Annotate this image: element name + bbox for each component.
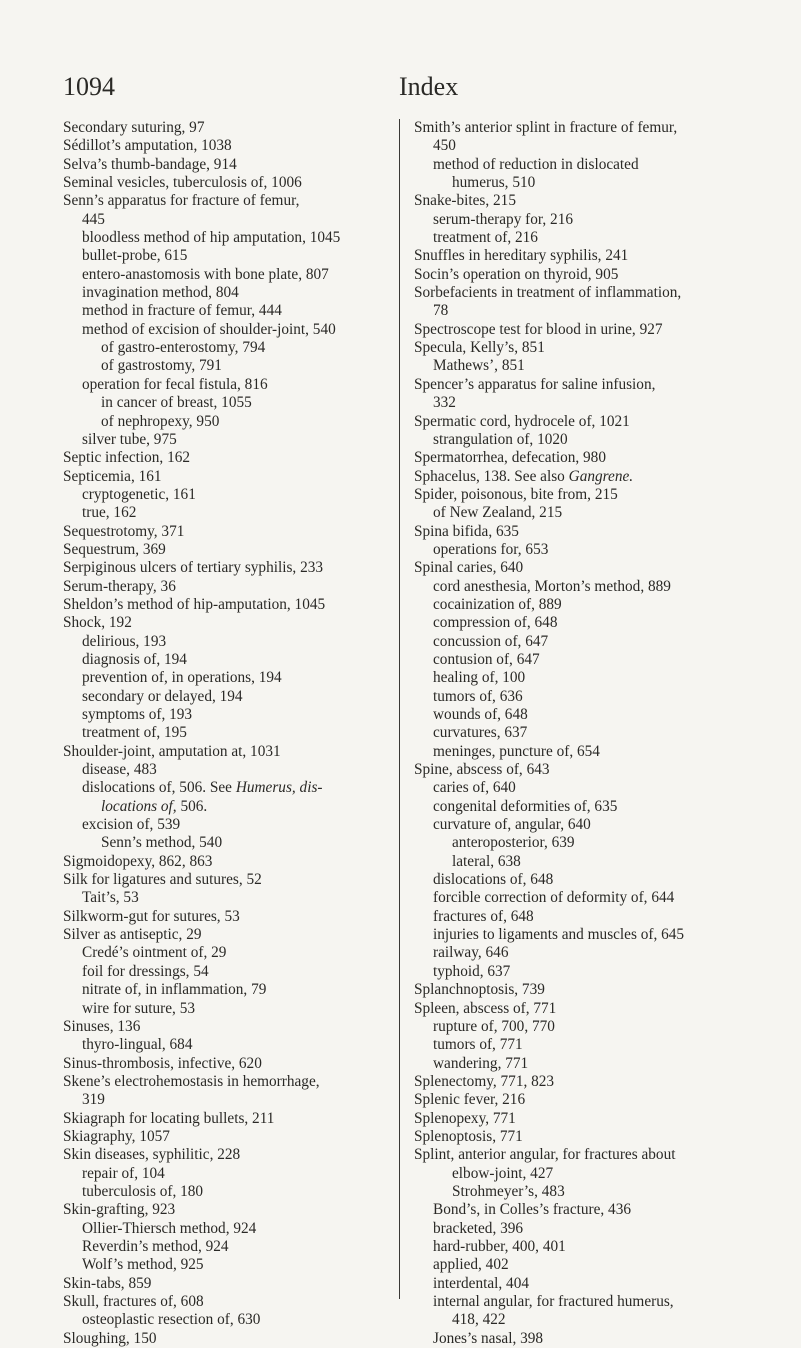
index-entry-text: Silk for ligatures and sutures, 52: [63, 871, 262, 889]
index-entry-text: Spermatic cord, hydrocele of, 1021: [414, 412, 630, 430]
index-entry-text: wire for suture, 53: [82, 999, 195, 1017]
index-entry-text: Tait’s, 53: [82, 889, 139, 907]
index-entry-text: Snuffles in hereditary syphilis, 241: [414, 247, 629, 265]
index-entry: [63, 651, 385, 669]
index-entry: [414, 1055, 744, 1073]
index-entry-text: Strohmeyer’s, 483: [452, 1182, 565, 1200]
index-entry-text: Socin’s operation on thyroid, 905: [414, 265, 619, 283]
index-entry-text: Spencer’s apparatus for saline infusion,: [414, 375, 656, 393]
index-entry-text: hard-rubber, 400, 401: [433, 1237, 566, 1255]
index-entry-text: lateral, 638: [452, 852, 521, 870]
index-entry: [63, 1036, 385, 1054]
index-entry: [414, 596, 744, 614]
index-entry-text: 332: [433, 394, 456, 412]
index-entry: [414, 1000, 744, 1018]
index-entry: [63, 853, 385, 871]
index-entry: [63, 449, 385, 467]
index-entry: [63, 1311, 385, 1329]
index-entry: [63, 1220, 385, 1238]
index-entry-text: 445: [82, 210, 105, 228]
index-entry-text: Smith’s anterior splint in fracture of femur,: [414, 119, 678, 136]
index-entry-text: of New Zealand, 215: [433, 504, 563, 522]
index-entry-text: Spina bifida, 635: [414, 522, 519, 540]
index-entry: [414, 1330, 744, 1348]
index-entry-text: of gastrostomy, 791: [101, 357, 222, 375]
index-entry-text: Sheldon’s method of hip-amputation, 1045: [63, 595, 326, 613]
index-entry-text: Spectroscope test for blood in urine, 927: [414, 320, 663, 338]
index-entry-text: railway, 646: [433, 944, 509, 962]
index-entry: [414, 192, 744, 210]
index-entry: [414, 1018, 744, 1036]
index-entry-text: Mathews’, 851: [433, 357, 525, 375]
index-entry: [414, 247, 744, 265]
index-entry: [414, 1275, 744, 1293]
index-entry-text: meninges, puncture of, 654: [433, 742, 600, 760]
index-entry-text: in cancer of breast, 1055: [101, 394, 252, 412]
index-entry-text: method of reduction in dislocated: [433, 155, 639, 173]
index-entry: [63, 284, 385, 302]
index-entry-text: method in fracture of femur, 444: [82, 302, 282, 320]
index-entry: [414, 889, 744, 907]
index-entry: [414, 944, 744, 962]
index-entry: [63, 541, 385, 559]
index-entry: [414, 578, 744, 596]
index-entry: [414, 284, 744, 302]
index-entry: [63, 1201, 385, 1219]
index-entry-text: 418, 422: [452, 1311, 506, 1329]
index-entry: [414, 174, 744, 192]
index-entry: [63, 798, 385, 816]
index-entry: [63, 706, 385, 724]
index-entry-text: invagination method, 804: [82, 284, 239, 302]
index-entry-text: secondary or delayed, 194: [82, 687, 243, 705]
index-entry-text: Selva’s thumb-bandage, 914: [63, 155, 237, 173]
index-entry-text: Silkworm-gut for sutures, 53: [63, 907, 240, 925]
index-entry-text: caries of, 640: [433, 779, 516, 797]
index-entry-text: Sigmoidopexy, 862, 863: [63, 852, 213, 870]
index-entry: [414, 266, 744, 284]
index-entry-text: congenital deformities of, 635: [433, 797, 618, 815]
index-entry: [414, 1110, 744, 1128]
index-entry: [63, 816, 385, 834]
index-entry-text: Seminal vesicles, tuberculosis of, 1006: [63, 174, 302, 192]
index-entry: [63, 1073, 385, 1091]
index-entry: [63, 578, 385, 596]
index-entry: [414, 119, 744, 137]
column-divider: [399, 119, 400, 1299]
index-entry-text: foil for dressings, 54: [82, 962, 209, 980]
index-entry-text: Splenic fever, 216: [414, 1091, 526, 1109]
index-entry-text: Shoulder-joint, amputation at, 1031: [63, 742, 281, 760]
index-entry: [414, 724, 744, 742]
index-entry: [63, 1091, 385, 1109]
index-entry-text: dislocations of, 648: [433, 871, 554, 889]
index-entry-text: Spleen, abscess of, 771: [414, 999, 557, 1017]
index-entry: [63, 1128, 385, 1146]
index-entry-text: Serum-therapy, 36: [63, 577, 176, 595]
index-entry-text: curvatures, 637: [433, 724, 528, 742]
index-entry: [63, 614, 385, 632]
index-entry-text: diagnosis of, 194: [82, 650, 187, 668]
index-entry: [63, 468, 385, 486]
index-entry-text: serum-therapy for, 216: [433, 210, 573, 228]
index-entry: [414, 486, 744, 504]
index-entry: [63, 523, 385, 541]
index-entry: [63, 357, 385, 375]
index-entry-text: Senn’s method, 540: [101, 834, 223, 852]
index-entry: [63, 431, 385, 449]
index-entry-text: symptoms of, 193: [82, 706, 193, 723]
index-entry-text: injuries to ligaments and muscles of, 645: [433, 926, 685, 944]
index-entry: [414, 1073, 744, 1091]
index-entry-text: cord anesthesia, Morton’s method, 889: [433, 577, 671, 595]
index-entry-text: osteoplastic resection of, 630: [82, 1311, 261, 1329]
index-entry-text: Jones’s nasal, 398: [433, 1329, 544, 1347]
index-entry-text: bracketed, 396: [433, 1219, 524, 1237]
index-entry-text: Splenopexy, 771: [414, 1109, 516, 1127]
index-entry-text: Sédillot’s amputation, 1038: [63, 137, 232, 155]
index-entry: [414, 834, 744, 852]
index-entry-text: Sinus-thrombosis, infective, 620: [63, 1054, 262, 1072]
index-entry-text: delirious, 193: [82, 632, 167, 650]
index-entry-text: 450: [433, 137, 456, 155]
index-entry: [63, 688, 385, 706]
index-entry: [63, 1055, 385, 1073]
index-entry-text: interdental, 404: [433, 1274, 530, 1292]
index-entry-text: Skin diseases, syphilitic, 228: [63, 1146, 241, 1164]
index-entry-text: 78: [433, 302, 449, 320]
index-entry-text: tumors of, 636: [433, 687, 523, 705]
index-entry: [414, 779, 744, 797]
index-entry-text: Specula, Kelly’s, 851: [414, 339, 545, 357]
running-title: Index: [399, 72, 459, 101]
index-entry-text: humerus, 510: [452, 174, 536, 192]
index-entry: [414, 156, 744, 174]
index-entry-text: Serpiginous ulcers of tertiary syphilis, 233: [63, 559, 324, 577]
index-entry-text: Sequestrum, 369: [63, 540, 166, 558]
index-entry: [63, 1183, 385, 1201]
index-entry: [414, 1238, 744, 1256]
index-entry: [414, 357, 744, 375]
index-entry-text: treatment of, 216: [433, 229, 538, 247]
index-entry-text: operations for, 653: [433, 540, 549, 558]
index-entry: [63, 1146, 385, 1164]
index-entry: [414, 816, 744, 834]
index-entry: [63, 743, 385, 761]
index-entry-text: 319: [82, 1091, 105, 1109]
index-entry-text: strangulation of, 1020: [433, 430, 568, 448]
index-entry-text: disease, 483: [82, 761, 157, 779]
index-entry: [414, 1201, 744, 1219]
index-entry-text: silver tube, 975: [82, 430, 177, 448]
index-entry-text: Skull, fractures of, 608: [63, 1293, 204, 1310]
index-entry: [414, 541, 744, 559]
index-entry: [414, 137, 744, 155]
index-entry: [63, 1238, 385, 1256]
index-entry: [63, 376, 385, 394]
index-entry: [414, 981, 744, 999]
index-entry-text: elbow-joint, 427: [452, 1164, 554, 1182]
index-entry-text: Wolf’s method, 925: [82, 1256, 204, 1274]
index-entry-text: nitrate of, in inflammation, 79: [82, 981, 267, 999]
index-entry-text: bloodless method of hip amputation, 1045: [82, 229, 341, 247]
index-entry-italic: Humerus, dis-: [235, 779, 323, 797]
index-entry: [63, 339, 385, 357]
index-entry-text: healing of, 100: [433, 669, 526, 687]
index-entry-italic: locations of,: [101, 797, 177, 815]
index-entry-text: Skin-tabs, 859: [63, 1274, 152, 1292]
index-entry-text: curvature of, angular, 640: [433, 816, 591, 834]
index-entry-text: Ollier-Thiersch method, 924: [82, 1219, 257, 1237]
index-entry-text: Shock, 192: [63, 614, 132, 632]
index-entry-text: cocainization of, 889: [433, 595, 562, 613]
index-entry: [63, 1330, 385, 1348]
index-entry-text: Splint, anterior angular, for fractures about: [414, 1146, 676, 1164]
index-entry: [414, 321, 744, 339]
index-entry: [63, 413, 385, 431]
index-entry: [63, 229, 385, 247]
index-entry: [414, 761, 744, 779]
index-entry: [414, 1146, 744, 1164]
index-entry: [63, 871, 385, 889]
index-column-left: [63, 119, 385, 1348]
index-entry: [63, 724, 385, 742]
index-entry-text: treatment of, 195: [82, 724, 187, 742]
index-entry: [414, 908, 744, 926]
page-number: 1094: [63, 72, 115, 101]
index-entry-text: Secondary suturing, 97: [63, 119, 205, 136]
index-entry: [63, 486, 385, 504]
index-entry-text: rupture of, 700, 770: [433, 1017, 555, 1035]
index-entry: [63, 1275, 385, 1293]
index-entry-text: Sloughing, 150: [63, 1329, 157, 1347]
index-entry-text: Spider, poisonous, bite from, 215: [414, 485, 618, 503]
index-entry-text: Septicemia, 161: [63, 467, 162, 485]
index-entry: [414, 302, 744, 320]
index-entry: [63, 156, 385, 174]
index-entry: [63, 779, 385, 797]
index-entry: [414, 1220, 744, 1238]
index-entry-text: Skiagraphy, 1057: [63, 1127, 170, 1145]
index-entry: [63, 504, 385, 522]
index-entry: [63, 669, 385, 687]
index-entry-text: method of excision of shoulder-joint, 540: [82, 320, 336, 338]
index-entry-text: fractures of, 648: [433, 907, 534, 925]
index-entry-text: Reverdin’s method, 924: [82, 1237, 229, 1255]
index-entry: [414, 504, 744, 522]
index-entry: [63, 963, 385, 981]
index-entry: [63, 981, 385, 999]
index-entry: [414, 376, 744, 394]
index-entry-italic: Gangrene.: [568, 467, 634, 485]
index-entry: [414, 431, 744, 449]
index-entry-text: tumors of, 771: [433, 1036, 523, 1054]
index-entry-text: typhoid, 637: [433, 962, 511, 980]
index-entry: [63, 889, 385, 907]
index-entry-text: anteroposterior, 639: [452, 834, 575, 852]
index-entry: [63, 321, 385, 339]
index-entry: [63, 137, 385, 155]
index-entry-text: Skene’s electrohemostasis in hemorrhage,: [63, 1072, 320, 1090]
index-entry: [414, 468, 744, 486]
index-entry: [63, 908, 385, 926]
index-entry: [63, 266, 385, 284]
index-entry: [63, 394, 385, 412]
index-entry: [414, 449, 744, 467]
page-header: [63, 72, 703, 112]
index-entry: [414, 669, 744, 687]
index-entry-text: Sorbefacients in treatment of inflammation,: [414, 284, 682, 302]
index-entry-text: Septic infection, 162: [63, 449, 191, 467]
index-entry: [414, 926, 744, 944]
index-entry-text: operation for fecal fistula, 816: [82, 375, 268, 393]
index-entry: [414, 963, 744, 981]
index-entry: [414, 871, 744, 889]
index-column-right: [414, 119, 744, 1348]
index-entry-text: tuberculosis of, 180: [82, 1182, 204, 1200]
index-entry: [63, 119, 385, 137]
index-entry-text: Spine, abscess of, 643: [414, 761, 550, 779]
index-entry-text: Sequestrotomy, 371: [63, 522, 185, 540]
index-entry: [414, 1128, 744, 1146]
index-entry: [414, 688, 744, 706]
index-entry: [414, 523, 744, 541]
index-entry-text: cryptogenetic, 161: [82, 485, 196, 503]
index-entry: [414, 1293, 744, 1311]
index-entry: [414, 229, 744, 247]
index-entry-text: internal angular, for fractured humerus,: [433, 1293, 674, 1310]
index-entry-text: Spermatorrhea, defecation, 980: [414, 449, 606, 467]
index-entry: [63, 1165, 385, 1183]
index-entry-text: Splenectomy, 771, 823: [414, 1072, 555, 1090]
index-entry-text: compression of, 648: [433, 614, 558, 632]
index-entry: [63, 192, 385, 210]
index-entry: [414, 651, 744, 669]
index-entry-text: prevention of, in operations, 194: [82, 669, 282, 687]
index-entry-text: repair of, 104: [82, 1164, 165, 1182]
index-entry-text: thyro-lingual, 684: [82, 1036, 193, 1054]
index-entry-text: of gastro-enterostomy, 794: [101, 339, 266, 357]
index-entry: [63, 1018, 385, 1036]
index-entry: [63, 926, 385, 944]
index-entry-text: 506.: [176, 797, 208, 815]
index-entry: [414, 853, 744, 871]
index-entry-text: Snake-bites, 215: [414, 192, 516, 210]
index-entry-text: contusion of, 647: [433, 650, 540, 668]
index-entry: [63, 247, 385, 265]
index-entry: [63, 559, 385, 577]
index-entry: [63, 596, 385, 614]
index-entry-text: of nephropexy, 950: [101, 412, 220, 430]
index-entry: [63, 944, 385, 962]
index-entry: [414, 614, 744, 632]
index-entry-text: Credé’s ointment of, 29: [82, 944, 227, 962]
index-entry-text: dislocations of, 506. See: [82, 779, 232, 797]
index-entry: [63, 174, 385, 192]
index-entry: [63, 633, 385, 651]
index-entry: [63, 761, 385, 779]
index-entry: [414, 1183, 744, 1201]
index-entry: [414, 211, 744, 229]
index-entry: [414, 1256, 744, 1274]
index-entry: [414, 1165, 744, 1183]
index-entry: [63, 211, 385, 229]
index-entry-text: Sphacelus, 138. See also: [414, 467, 565, 485]
index-entry-text: Skiagraph for locating bullets, 211: [63, 1109, 275, 1127]
index-entry-text: Splenoptosis, 771: [414, 1127, 523, 1145]
index-entry: [63, 1293, 385, 1311]
index-entry-text: bullet-probe, 615: [82, 247, 188, 265]
index-entry: [414, 559, 744, 577]
index-entry-text: Silver as antiseptic, 29: [63, 926, 202, 944]
index-entry: [63, 1110, 385, 1128]
index-entry: [414, 1311, 744, 1329]
index-entry: [63, 302, 385, 320]
index-entry: [414, 339, 744, 357]
index-entry: [63, 1256, 385, 1274]
index-entry-text: forcible correction of deformity of, 644: [433, 889, 675, 907]
index-entry-text: entero-anastomosis with bone plate, 807: [82, 265, 329, 283]
index-entry-text: wandering, 771: [433, 1054, 529, 1072]
index-entry-text: true, 162: [82, 504, 137, 522]
index-entry-text: Skin-grafting, 923: [63, 1201, 176, 1219]
index-entry-text: Splanchnoptosis, 739: [414, 981, 545, 999]
index-entry: [414, 798, 744, 816]
index-entry: [414, 706, 744, 724]
index-entry-text: excision of, 539: [82, 816, 181, 834]
index-entry: [63, 834, 385, 852]
index-entry: [414, 1091, 744, 1109]
index-entry: [414, 394, 744, 412]
index-entry: [414, 1036, 744, 1054]
index-entry-text: Senn’s apparatus for fracture of femur,: [63, 192, 300, 210]
index-entry-text: wounds of, 648: [433, 706, 528, 723]
index-entry: [414, 743, 744, 761]
index-entry-text: concussion of, 647: [433, 632, 549, 650]
index-entry-text: Sinuses, 136: [63, 1017, 141, 1035]
index-entry: [414, 633, 744, 651]
index-entry-text: Bond’s, in Colles’s fracture, 436: [433, 1201, 631, 1219]
index-entry: [63, 1000, 385, 1018]
index-entry-text: applied, 402: [433, 1256, 509, 1274]
index-entry-text: Spinal caries, 640: [414, 559, 524, 577]
index-entry: [414, 413, 744, 431]
